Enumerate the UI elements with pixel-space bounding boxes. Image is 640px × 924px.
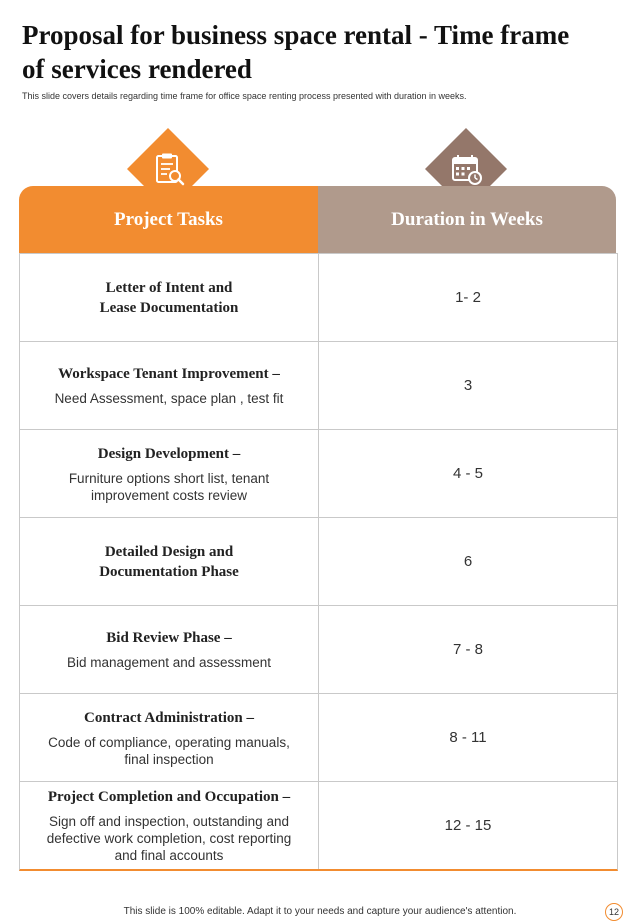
task-title: Bid Review Phase – [106, 630, 232, 646]
duration-cell: 3 [463, 377, 473, 394]
duration-cell: 8 - 11 [449, 729, 487, 746]
task-title: Design Development – [97, 445, 241, 462]
table-row [20, 253, 617, 341]
duration-cell: 6 [463, 553, 473, 570]
task-cell [20, 782, 319, 869]
task-title: Project Completion and Occupation – [47, 789, 291, 805]
task-title: Detailed Design and Documentation Phase [99, 543, 239, 580]
duration-cell: 12 - 15 [444, 817, 492, 834]
table-row [20, 341, 617, 429]
task-description: Bid management and assessment [66, 655, 272, 670]
page-title: Proposal for business space rental - Time frame of services rendered [22, 20, 570, 84]
task-cell [20, 694, 319, 781]
duration-cell: 4 - 5 [452, 465, 483, 482]
calendar-clock-icon [446, 149, 486, 189]
task-title: Contract Administration – [84, 709, 254, 726]
duration-cell: 7 - 8 [452, 641, 483, 658]
task-description: Need Assessment, space plan , test fit [54, 391, 284, 406]
task-title: Letter of Intent and Lease Documentation [99, 279, 239, 316]
table-row [20, 605, 617, 693]
duration-cell: 1- 2 [455, 289, 481, 306]
tasks-table [19, 253, 618, 871]
table-row [20, 781, 617, 869]
task-description: Sign off and inspection, outstanding and defective work completion, cost reporting and final accounts [46, 814, 292, 863]
task-description: Code of compliance, operating manuals, final inspection [48, 734, 290, 767]
task-cell [20, 518, 319, 605]
table-row [20, 517, 617, 605]
footer-note: This slide is 100% editable. Adapt it to your needs and capture your audience's attention. [123, 906, 517, 917]
page-number: 12 [605, 903, 623, 921]
task-cell [20, 430, 319, 517]
task-title: Workspace Tenant Improvement – [58, 366, 280, 382]
task-cell [20, 606, 319, 693]
page-subtitle: This slide covers details regarding time frame for office space renting process presented with duration in weeks. [22, 91, 467, 101]
clipboard-search-icon [148, 149, 188, 189]
table-row [20, 429, 617, 517]
task-cell [20, 342, 319, 429]
table-row [20, 693, 617, 781]
task-description: Furniture options short list, tenant improvement costs review [68, 470, 270, 503]
header-duration-weeks: Duration in Weeks [318, 186, 616, 253]
header-project-tasks: Project Tasks [19, 186, 318, 253]
task-cell [20, 254, 319, 341]
